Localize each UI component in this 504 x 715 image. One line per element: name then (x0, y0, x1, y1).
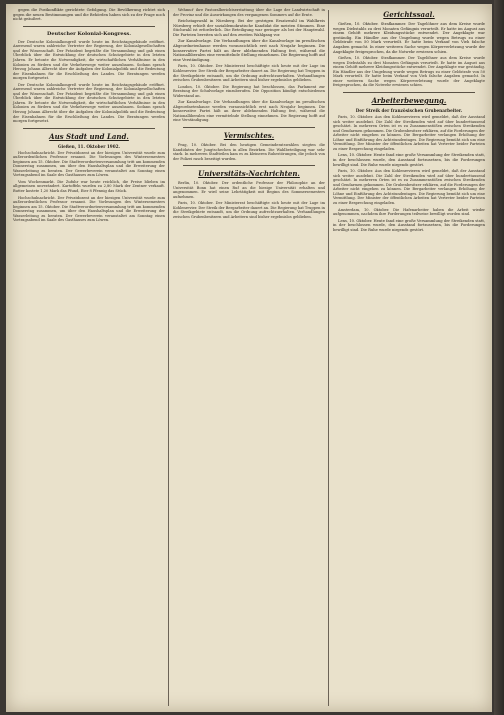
section-heading-misc: Vermischtes. (223, 131, 275, 140)
divider (23, 26, 155, 27)
column-middle (170, 8, 328, 708)
newspaper-page (6, 4, 492, 712)
article-text: Gießen, 10. Oktober. Strafkammer. Der Tagelöhner aus dem Kreise wurde wegen Diebstahls zu drei Monaten Gefängnis verurteilt. Er hatte im August aus einem Gehöft mehrere Kleidungsstücke entwendet. Der Angeklagte war geständig. Ein Händler aus der Umgebung wurde wegen Betrugs zu einer Geldstrafe von 50 Mark verurteilt. Er hatte beim Verkauf von Vieh falsche Angaben gemacht. In einer weiteren Sache wegen Körperverletzung wurde der Angeklagte freigesprochen, da die Notwehr erwiesen schien. (333, 22, 485, 54)
article-text: Hochschulnachricht. Der Privatdozent an der hiesigen Universität wurde zum außerordentlichen Professor ernannt. Die Vorlesungen des Wintersemesters beginnen am 15. Oktober. Die Stadtverordnetenversammlung tritt am kommenden Donnerstag zusammen, um über den Haushaltsplan und die Erweiterung der Wasserleitung zu beraten. Der Gewerbeverein veranstaltet am Sonntag einen Vortragsabend im Saale des Gasthauses zum Löwen. (13, 150, 165, 178)
column-divider (168, 10, 169, 706)
section-heading-city: Aus Stadt und Land. (49, 131, 129, 141)
divider (183, 165, 315, 166)
subheading: Der Streik der französischen Grubenarbeiter. (355, 107, 463, 113)
article-text: Hochschulnachricht. Der Privatdozent an der hiesigen Universität wurde zum außerordentlichen Professor ernannt. Die Vorlesungen des Wintersemesters beginnen am 15. Oktober. Die Stadtverordnetenversammlung tritt am kommenden Donnerstag zusammen, um über den Haushaltsplan und die Erweiterung der Wasserleitung zu beraten. Der Gewerbeverein veranstaltet am Sonntag einen Vortragsabend im Saale des Gasthauses zum Löwen. (13, 195, 165, 223)
article-text: Vom Wochenmarkt. Die Zufuhr war heute reichlich, die Preise blieben im allgemeinen unverändert. Kartoffeln wurden zu 2,80 Mark der Zentner verkauft. Butter kostete 1,20 Mark das Pfund, Eier 8 Pfennig das Stück. (13, 179, 165, 193)
divider (183, 127, 315, 128)
article-text: Berlin, 10. Oktober. Der ordentliche Professor der Philosophie an der Universität Bonn hat einen Ruf an die hiesige Universität erhalten und angenommen. Er wird seine Lehrtätigkeit mit Beginn des Sommersemesters aufnehmen. (173, 181, 325, 199)
section-heading-colonial: Deutscher Kolonial-Kongress. (47, 30, 131, 37)
article-text: Zur Kanalvorlage. Die Verhandlungen über die Kanalvorlage im preußischen Abgeordnetenhause werden voraussichtlich erst nach Neujahr beginnen. Die konservative Partei hält an ihrer ablehnenden Haltung fest, während die Nationalliberalen eine vermittelnde Stellung einnehmen. Die Regierung hofft auf eine Verständigung. (173, 39, 325, 62)
article-text: Lens, 10. Oktober. Heute fand eine große Versammlung der Streikenden statt, in der beschlossen wurde, den Ausstand fortzusetzen, bis die Forderungen bewilligt sind. Die Ruhe wurde nirgends gestört. (333, 153, 485, 167)
column-left (10, 8, 168, 708)
article-text: Reichstagswahl in Nürnberg. Bei der gestrigen Ersatzwahl im Wahlkreis Nürnberg erhielt der sozialdemokratische Kandidat die meisten Stimmen. Eine Stichwahl ist erforderlich. Die Beteiligung war geringer als bei der Hauptwahl. Die Parteien bereiten sich auf den zweiten Wahlgang vor. (173, 19, 325, 37)
column-right (330, 8, 488, 708)
article-text: Prag, 10. Oktober. Bei den heutigen Gemeinderatswahlen siegten die Kandidaten der Jungtschechen in allen Bezirken. Die Wahlbeteiligung war sehr stark. In mehreren Stadtteilen kam es zu kleineren Ruhestörungen, die jedoch von der Polizei rasch beseitigt wurden. (173, 143, 325, 161)
article-text: Amsterdam, 10. Oktober. Die Hafenarbeiter haben die Arbeit wieder aufgenommen, nachdem ihre Forderungen teilweise bewilligt worden sind. (333, 207, 485, 217)
article-text: Der Deutsche Kolonialkongreß wurde heute im Reichstagsgebäude eröffnet. Anwesend waren zahlreiche Vertreter der Regierung, der Kolonialgesellschaften und der Wissenschaft. Der Präsident begrüßte die Versammlung und gab einen Überblick über die Entwicklung der deutschen Schutzgebiete in den letzten Jahren. Er betonte die Notwendigkeit, die wirtschaftlichen Verhältnisse in den Kolonien zu fördern und die Verkehrswege weiter auszubauen. Sodann sprach Herzog Johann Albrecht über die Aufgaben der Kolonialpolitik und die Bedeutung der Eisenbahnen für die Erschließung des Landes. Die Beratungen werden morgen fortgesetzt. (13, 82, 165, 124)
article-text: Wehmut' ihre Pastoralberichtserstattung über die Lage der Landwirtschaft in der Provinz und die Auswirkungen des vergangenen Sommers auf die Ernte. (173, 8, 325, 17)
scan-edge (494, 0, 504, 715)
article-text: Lens, 10. Oktober. Heute fand eine große Versammlung der Streikenden statt, in der beschlossen wurde, den Ausstand fortzusetzen, bis die Forderungen bewilligt sind. Die Ruhe wurde nirgends gestört. (333, 218, 485, 232)
article-text: Paris, 10. Oktober. Aus den Kohlenrevieren wird gemeldet, daß der Ausstand sich weiter ausdehnt. Die Zahl der Streikenden wird auf über hunderttausend geschätzt. In mehreren Orten ist es zu Zusammenstößen zwischen Streikenden und Gendarmen gekommen. Die Grubenbesitzer erklären, auf die Forderungen der Arbeiter nicht eingehen zu können. Die Bergarbeiter verlangen Erhöhung der Löhne und Einführung des Achtstundentages. Die Regierung bemüht sich um eine Vermittlung. Der Minister der öffentlichen Arbeiten hat Vertreter beider Parteien zu einer Besprechung eingeladen. (333, 169, 485, 205)
dateline: Gießen, 11. Oktober 1902. (57, 143, 121, 149)
section-heading-university: Universitäts-Nachrichten. (198, 169, 300, 179)
divider (23, 128, 155, 129)
article-text: Paris, 10. Oktober. Der Ministerrat beschäftigte sich heute mit der Lage im Kohlenrevier. Der Streik der Bergarbeiter dauert an. Die Regierung hat Truppen in die Streikgebiete entsandt, um die Ordnung aufrechtzuerhalten. Verhandlungen zwischen Grubenbesitzern und Arbeitern sind bisher ergebnislos geblieben. (173, 201, 325, 220)
article-text: Zur Kanalvorlage. Die Verhandlungen über die Kanalvorlage im preußischen Abgeordnetenhause werden voraussichtlich erst nach Neujahr beginnen. Die konservative Partei hält an ihrer ablehnenden Haltung fest, während die Nationalliberalen eine vermittelnde Stellung einnehmen. Die Regierung hofft auf eine Verständigung. (173, 100, 325, 123)
section-heading-labor: Arbeiterbewegung. (371, 95, 447, 105)
article-text: Der Deutsche Kolonialkongreß wurde heute im Reichstagsgebäude eröffnet. Anwesend waren zahlreiche Vertreter der Regierung, der Kolonialgesellschaften und der Wissenschaft. Der Präsident begrüßte die Versammlung und gab einen Überblick über die Entwicklung der deutschen Schutzgebiete in den letzten Jahren. Er betonte die Notwendigkeit, die wirtschaftlichen Verhältnisse in den Kolonien zu fördern und die Verkehrswege weiter auszubauen. Sodann sprach Herzog Johann Albrecht über die Aufgaben der Kolonialpolitik und die Bedeutung der Eisenbahnen für die Erschließung des Landes. Die Beratungen werden morgen fortgesetzt. (13, 39, 165, 81)
article-text: Paris, 10. Oktober. Der Ministerrat beschäftigte sich heute mit der Lage im Kohlenrevier. Der Streik der Bergarbeiter dauert an. Die Regierung hat Truppen in die Streikgebiete entsandt, um die Ordnung aufrechtzuerhalten. Verhandlungen zwischen Grubenbesitzern und Arbeitern sind bisher ergebnislos geblieben. (173, 64, 325, 83)
divider (343, 92, 475, 93)
article-text: Gießen, 10. Oktober. Strafkammer. Der Tagelöhner aus dem Kreise wurde wegen Diebstahls zu drei Monaten Gefängnis verurteilt. Er hatte im August aus einem Gehöft mehrere Kleidungsstücke entwendet. Der Angeklagte war geständig. Ein Händler aus der Umgebung wurde wegen Betrugs zu einer Geldstrafe von 50 Mark verurteilt. Er hatte beim Verkauf von Vieh falsche Angaben gemacht. In einer weiteren Sache wegen Körperverletzung wurde der Angeklagte freigesprochen, da die Notwehr erwiesen schien. (333, 56, 485, 88)
article-text: London, 10. Oktober. Die Regierung hat beschlossen, das Parlament zur Beratung der Schulvorlage einzuberufen. Die Opposition kündigt entschiedenen Widerstand an. (173, 84, 325, 98)
article-text: gegen die Postkonflikte gerichtete Gefolgung. Die Bevölkerung richtet sich gegen die neuen Bestimmungen und die Behörden haben sich zu der Frage noch nicht geäußert. (13, 8, 165, 22)
article-text: Paris, 10. Oktober. Aus den Kohlenrevieren wird gemeldet, daß der Ausstand sich weiter ausdehnt. Die Zahl der Streikenden wird auf über hunderttausend geschätzt. In mehreren Orten ist es zu Zusammenstößen zwischen Streikenden und Gendarmen gekommen. Die Grubenbesitzer erklären, auf die Forderungen der Arbeiter nicht eingehen zu können. Die Bergarbeiter verlangen Erhöhung der Löhne und Einführung des Achtstundentages. Die Regierung bemüht sich um eine Vermittlung. Der Minister der öffentlichen Arbeiten hat Vertreter beider Parteien zu einer Besprechung eingeladen. (333, 114, 485, 151)
section-heading-court: Gerichtssaal. (383, 10, 435, 19)
column-divider (328, 10, 329, 706)
